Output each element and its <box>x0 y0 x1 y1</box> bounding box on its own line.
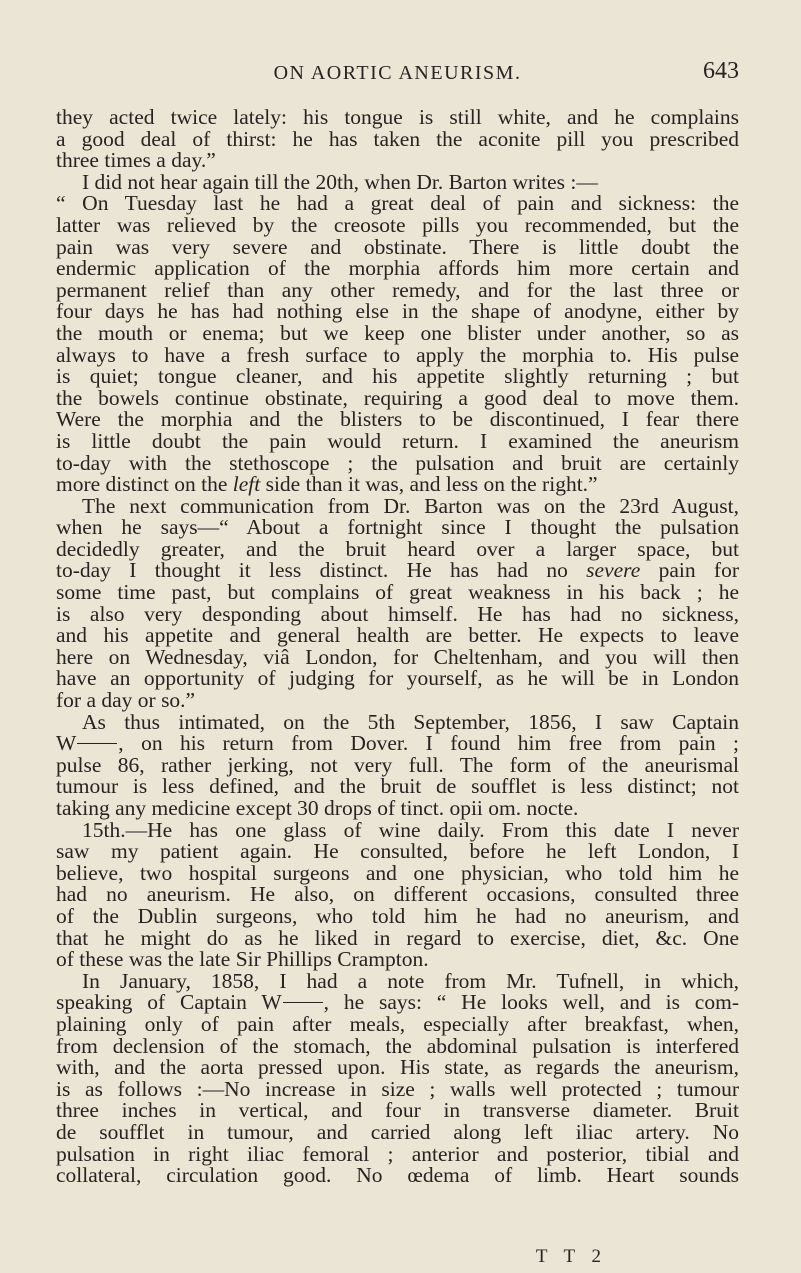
text-line: for a day or so.” <box>56 688 196 713</box>
text-line: from declension of the stomach, the abdominal pulsation is interfered <box>56 1033 739 1058</box>
text-line: when he says—“ About a fortnight since I thought the pulsation <box>56 515 739 540</box>
text-line: is little doubt the pain would return. I examined the aneurism <box>56 428 739 453</box>
text-line: The next communication from Dr. Barton was on the 23rd August, <box>82 493 739 518</box>
text-line: and his appetite and general health are better. He expects to leave <box>56 623 739 648</box>
text-line: Were the morphia and the blisters to be discontinued, I fear there <box>56 407 739 432</box>
text-line: some time past, but complains of great weakness in his back ; he <box>56 580 739 605</box>
text-line: of these was the late Sir Phillips Crampton. <box>56 947 429 972</box>
text-line: the mouth or enema; but we keep one blister under another, so as <box>56 320 739 345</box>
text-line: pulse 86, rather jerking, not very full. The form of the aneurismal <box>56 752 739 777</box>
text-line: saw my patient again. He consulted, before he left London, I <box>56 839 739 864</box>
page-number: 643 <box>703 58 739 84</box>
text-line: pulsation in right iliac femoral ; anterior and posterior, tibial and <box>56 1141 739 1166</box>
text-line: permanent relief than any other remedy, and for the last three or <box>56 277 739 302</box>
text-line: is quiet; tongue cleaner, and his appetite slightly returning ; but <box>56 364 739 389</box>
text-line: tumour is less defined, and the bruit de soufflet is less distinct; not <box>56 774 739 799</box>
text-line: the bowels continue obstinate, requiring a good deal to move them. <box>56 385 739 410</box>
text-line: latter was relieved by the creosote pills you recommended, but the <box>56 212 739 237</box>
text-line: endermic application of the morphia affords him more certain and <box>56 256 739 281</box>
text-line: a good deal of thirst: he has taken the aconite pill you prescribed <box>56 126 739 151</box>
text-line: to-day I thought it less distinct. He has had no severe pain for <box>56 558 739 583</box>
text-line: W , on his return from Dover. I found him free from pain ; <box>56 731 739 756</box>
text-line: In January, 1858, I had a note from Mr. Tufnell, in which, <box>82 968 739 993</box>
text-line: to-day with the stethoscope ; the pulsation and bruit are certainly <box>56 450 739 475</box>
italic-word: left <box>232 472 261 497</box>
text-line: three times a day.” <box>56 148 216 173</box>
text-line: taking any medicine except 30 drops of tinct. opii om. nocte. <box>56 796 579 820</box>
text-line: 15th.—He has one glass of wine daily. From this date I never <box>82 817 739 842</box>
text-line: plaining only of pain after meals, especially after breakfast, when, <box>56 1011 739 1036</box>
text-line: had no aneurism. He also, on different occasions, consulted three <box>56 882 739 907</box>
text-line: of the Dublin surgeons, who told him he had no aneurism, and <box>56 903 739 928</box>
text-line: they acted twice lately: his tongue is still white, and he complains <box>56 105 739 129</box>
text-line: de soufflet in tumour, and carried along left iliac artery. No <box>56 1119 739 1144</box>
text-line: is also very desponding about himself. He has had no sickness, <box>56 601 739 626</box>
omitted-name-dash <box>77 743 117 744</box>
text-line: collateral, circulation good. No œdema of limb. Heart sounds <box>56 1163 739 1188</box>
text-line: here on Wednesday, viâ London, for Cheltenham, and you will then <box>56 644 739 669</box>
omitted-name-dash <box>283 1002 323 1003</box>
body-text <box>56 107 739 1187</box>
page-header <box>56 58 739 88</box>
text-line: pain was very severe and obstinate. There is little doubt the <box>56 234 739 259</box>
text-line: is as follows :—No increase in size ; walls well protected ; tumour <box>56 1076 739 1101</box>
running-title: ON AORTIC ANEURISM. <box>273 62 522 84</box>
text-line: that he might do as he liked in regard to exercise, diet, &c. One <box>56 925 739 950</box>
text-line: I did not hear again till the 20th, when Dr. Barton writes :— <box>82 169 598 194</box>
text-line: As thus intimated, on the 5th September, 1856, I saw Captain <box>82 709 739 734</box>
text-line: always to have a fresh surface to apply the morphia to. His pulse <box>56 342 739 367</box>
text-line: have an opportunity of judging for yourself, as he will be in London <box>56 666 739 691</box>
text-line: speaking of Captain W , he says: “ He looks well, and is com- <box>56 990 739 1015</box>
text-line: “ On Tuesday last he had a great deal of pain and sickness: the <box>56 191 739 216</box>
text-line: three inches in vertical, and four in transverse diameter. Bruit <box>56 1098 739 1123</box>
text-line: four days he has had nothing else in the shape of anodyne, either by <box>56 299 739 324</box>
text-line: believe, two hospital surgeons and one physician, who told him he <box>56 860 739 885</box>
text-line: decidedly greater, and the bruit heard over a larger space, but <box>56 536 739 561</box>
text-line: with, and the aorta pressed upon. His state, as regards the aneurism, <box>56 1055 739 1080</box>
text-line: more distinct on the left side than it was, and less on the right.” <box>56 472 598 497</box>
italic-word: severe <box>586 558 641 583</box>
signature-mark: T T 2 <box>535 1246 607 1267</box>
